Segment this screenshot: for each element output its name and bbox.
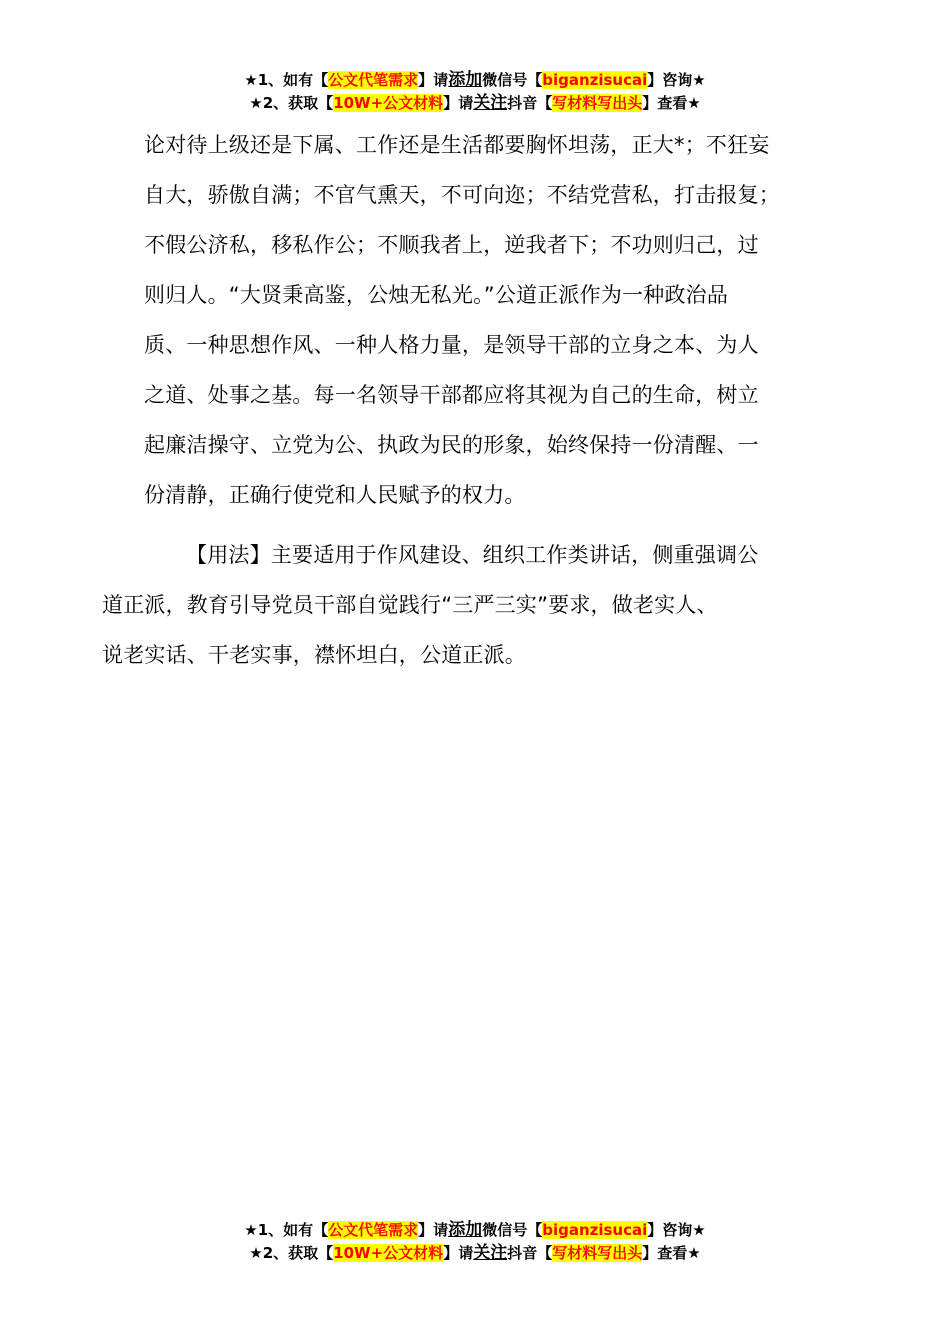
text-line: 则归人。“大贤秉高鉴，公烛无私光。”公道正派作为一种政治品: [144, 283, 729, 307]
paragraph-1: [144, 120, 834, 520]
banner-highlight: 公文代笔需求: [328, 1221, 419, 1239]
text-line: 起廉洁操守、立党为公、执政为民的形象，始终保持一份清醒、一: [144, 433, 759, 457]
banner-highlight: 公文代笔需求: [328, 71, 419, 89]
banner-text: 抖音【: [507, 94, 553, 112]
banner-text: 微信号【: [482, 1221, 543, 1239]
text-line: 【用法】主要适用于作风建设、组织工作类讲话，侧重强调公: [186, 543, 759, 567]
banner-emphasis: 关注: [473, 93, 508, 113]
banner-emphasis: 关注: [473, 1243, 508, 1263]
banner-text: 】请: [418, 71, 449, 89]
banner-text: 】咨询★: [647, 1221, 706, 1239]
banner-highlight: 10W+公文材料: [333, 1244, 444, 1262]
banner-text: 】查看★: [642, 1244, 701, 1262]
text-line: 质、一种思想作风、一种人格力量，是领导干部的立身之本、为人: [144, 333, 759, 357]
banner-text: 抖音【: [507, 1244, 553, 1262]
banner-line-1: [0, 1219, 950, 1242]
banner-text: 】请: [443, 1244, 474, 1262]
banner-text: ★2、获取【: [249, 1244, 334, 1262]
banner-emphasis: 添加: [448, 70, 483, 90]
banner-text: 】请: [418, 1221, 449, 1239]
banner-highlight: 写材料写出头: [552, 1244, 643, 1262]
banner-line-2: [0, 1242, 950, 1265]
text-line: 之道、处事之基。每一名领导干部都应将其视为自己的生命，树立: [144, 383, 759, 407]
banner-text: 】咨询★: [647, 71, 706, 89]
banner-text: ★2、获取【: [249, 94, 334, 112]
paragraph-2: [102, 530, 834, 680]
text-line: 说老实话、干老实事，襟怀坦白，公道正派。: [102, 643, 526, 667]
banner-highlight: biganzisucai: [542, 71, 648, 89]
text-line: 份清静，正确行使党和人民赋予的权力。: [144, 483, 526, 507]
text-line: 论对待上级还是下属、工作还是生活都要胸怀坦荡，正大*；不狂妄: [144, 133, 770, 157]
banner-highlight: 写材料写出头: [552, 94, 643, 112]
banner-text: 】请: [443, 94, 474, 112]
banner-line-1: [0, 69, 950, 92]
banner-text: 】查看★: [642, 94, 701, 112]
text-line: 自大，骄傲自满；不官气熏天，不可向迩；不结党营私，打击报复；: [144, 183, 780, 207]
text-line: 不假公济私，移私作公；不顺我者上，逆我者下；不功则归己，过: [144, 233, 759, 257]
banner-text: ★1、如有【: [244, 1221, 329, 1239]
banner-line-2: [0, 92, 950, 115]
banner-highlight: biganzisucai: [542, 1221, 648, 1239]
footer-banner: [0, 1219, 950, 1265]
banner-text: ★1、如有【: [244, 71, 329, 89]
banner-emphasis: 添加: [448, 1220, 483, 1240]
text-line: 道正派，教育引导党员干部自觉践行“三严三实”要求，做老实人、: [102, 593, 718, 617]
banner-text: 微信号【: [482, 71, 543, 89]
banner-highlight: 10W+公文材料: [333, 94, 444, 112]
header-banner: [0, 69, 950, 115]
